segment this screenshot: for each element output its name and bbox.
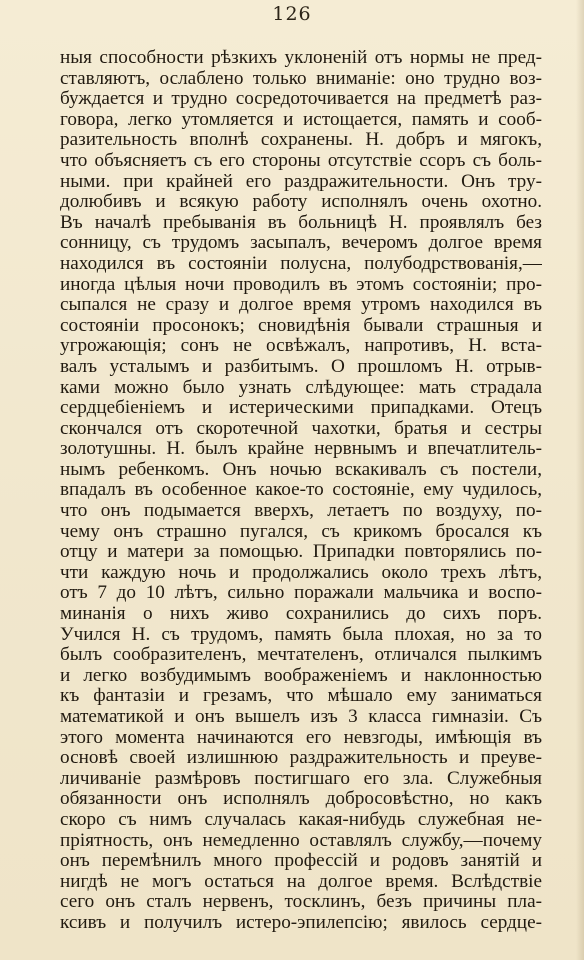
text-line: золотушны. Н. былъ крайне нервнымъ и впечатлитель- bbox=[60, 439, 542, 460]
text-line: этого момента начинаются его невзгоды, имѣющія въ bbox=[60, 727, 542, 748]
text-line: личиваніе размѣровъ постигшаго его зла. Служебныя bbox=[60, 768, 542, 789]
text-line: состояніи просонокъ; сновидѣнія бывали страшныя и bbox=[60, 315, 542, 336]
text-line: ставляютъ, ослаблено только вниманіе: оно трудно воз- bbox=[60, 68, 542, 89]
text-line: сонницу, съ трудомъ засыпалъ, вечеромъ долгое время bbox=[60, 233, 542, 254]
text-line: сего онъ сталъ нервенъ, тосклинъ, безъ причины пла- bbox=[60, 892, 542, 913]
text-line: ксивъ и получилъ истеро-эпилепсію; явилось сердце- bbox=[60, 912, 542, 933]
text-line: обязанности онъ исполнялъ добросовѣстно, но какъ bbox=[60, 789, 542, 810]
text-line: скоро съ нимъ случалась какая-нибудь служебная не- bbox=[60, 809, 542, 830]
text-line: и легко возбудимымъ воображеніемъ и наклонностью bbox=[60, 665, 542, 686]
text-line: отъ 7 до 10 лѣтъ, сильно поражали мальчика и воспо- bbox=[60, 583, 542, 604]
text-line: минанія о нихъ живо сохранились до сихъ поръ. bbox=[60, 604, 542, 625]
text-line: Учился Н. съ трудомъ, память была плохая, но за то bbox=[60, 624, 542, 645]
text-line: что объясняетъ съ его стороны отсутствіе ссоръ съ боль- bbox=[60, 150, 542, 171]
body-text bbox=[60, 48, 542, 934]
text-line: чти каждую ночь и продолжались около трехъ лѣтъ, bbox=[60, 562, 542, 583]
text-line: Въ началѣ пребыванія въ больницѣ Н. проявлялъ без bbox=[60, 212, 542, 233]
text-line: валъ усталымъ и разбитымъ. О прошломъ Н. отрыв- bbox=[60, 356, 542, 377]
text-line: долюбивъ и всякую работу исполнялъ очень охотно. bbox=[60, 192, 542, 213]
text-line: что онъ подымается вверхъ, летаетъ по воздуху, по- bbox=[60, 501, 542, 522]
text-line: онъ перемѣнилъ много профессій и родовъ занятій и bbox=[60, 851, 542, 872]
text-line: скончался отъ скоротечной чахотки, братья и сестры bbox=[60, 418, 542, 439]
page-number: 126 bbox=[272, 3, 312, 25]
text-line: отцу и матери за помощью. Припадки повторялись по- bbox=[60, 542, 542, 563]
text-line: сыпался не сразу и долгое время утромъ находился въ bbox=[60, 295, 542, 316]
text-line: говора, легко утомляется и истощается, память и сооб- bbox=[60, 109, 542, 130]
text-line: къ фантазіи и грезамъ, что мѣшало ему заниматься bbox=[60, 686, 542, 707]
text-line: иногда цѣлыя ночи проводилъ въ этомъ состояніи; про- bbox=[60, 274, 542, 295]
text-line: пріятность, онъ немедленно оставлялъ службу,—почему bbox=[60, 830, 542, 851]
text-line: нымъ ребенкомъ. Онъ ночью вскакивалъ съ постели, bbox=[60, 459, 542, 480]
text-line: ными. при крайней его раздражительности. Онъ тру- bbox=[60, 171, 542, 192]
text-line: находился въ состояніи полусна, полубодрствованія,— bbox=[60, 253, 542, 274]
text-line: былъ сообразителенъ, мечтателенъ, отличался пылкимъ bbox=[60, 645, 542, 666]
text-line: буждается и трудно сосредоточивается на предметѣ раз- bbox=[60, 89, 542, 110]
text-line: нигдѣ не могъ остаться на долгое время. Вслѣдствіе bbox=[60, 871, 542, 892]
page-edge-shadow bbox=[576, 0, 584, 960]
text-line: ками можно было узнать слѣдующее: мать страдала bbox=[60, 377, 542, 398]
text-line: сердцебіеніемъ и истерическими припадками. Отецъ bbox=[60, 398, 542, 419]
text-line: математикой и онъ вышелъ изъ 3 класса гимназіи. Съ bbox=[60, 707, 542, 727]
text-line: разительность вполнѣ сохранены. Н. добръ и мягокъ, bbox=[60, 130, 542, 151]
text-line: ныя способности рѣзкихъ уклоненій отъ нормы не пред- bbox=[60, 48, 542, 68]
text-line: основѣ своей излишнюю раздражительность и преуве- bbox=[60, 748, 542, 769]
text-line: впадалъ въ особенное какое-то состояніе, ему чудилось, bbox=[60, 480, 542, 501]
text-line: угрожающія; сонъ не освѣжалъ, напротивъ, Н. вста- bbox=[60, 336, 542, 357]
text-line: чему онъ страшно пугался, съ крикомъ бросался къ bbox=[60, 521, 542, 542]
